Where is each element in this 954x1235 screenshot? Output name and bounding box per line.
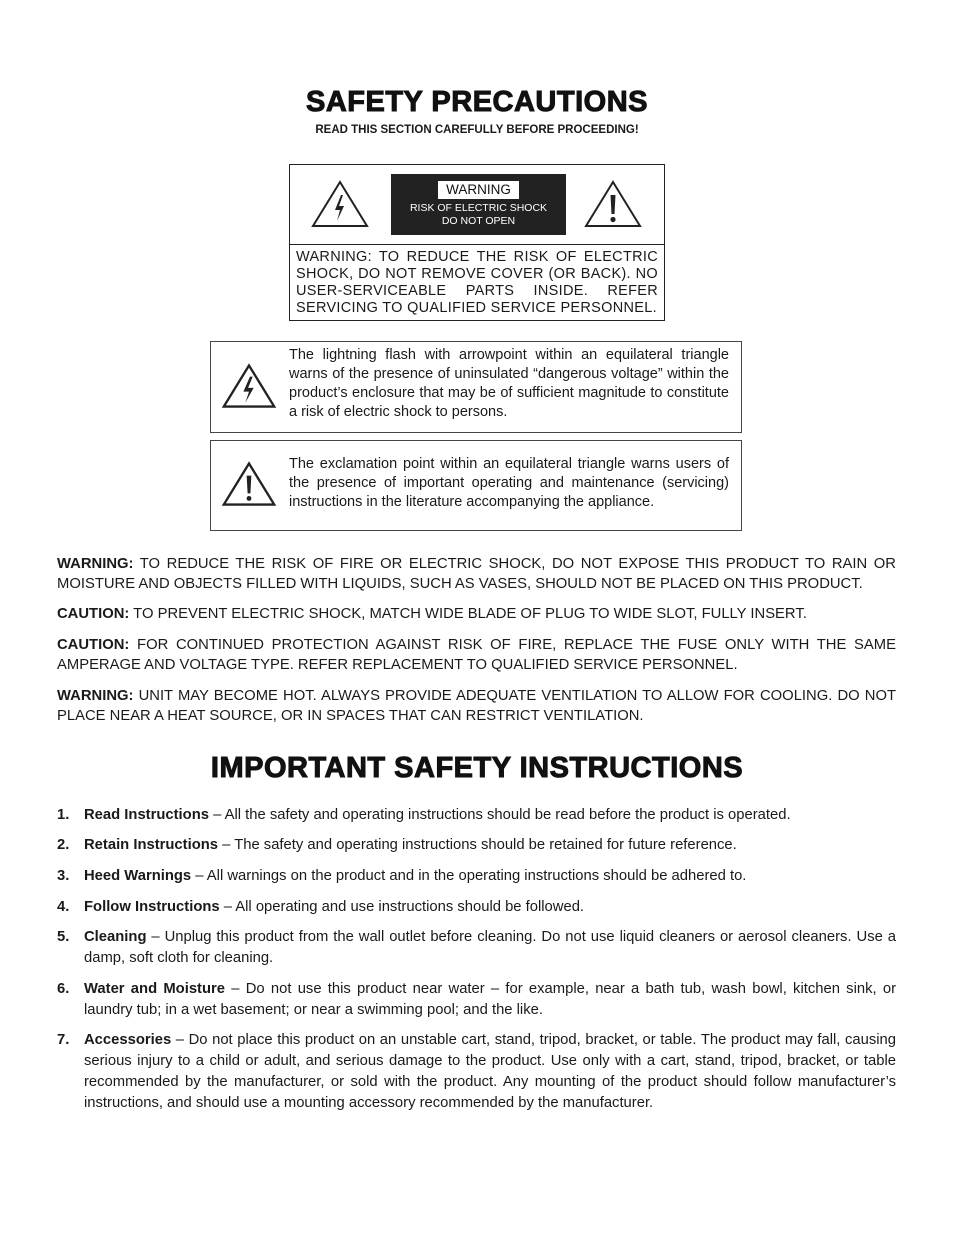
lightning-triangle-icon	[221, 362, 277, 410]
instructions-title: IMPORTANT SAFETY INSTRUCTIONS	[210, 752, 744, 784]
list-item	[57, 979, 896, 1021]
item-term: Cleaning	[84, 929, 147, 945]
notice-paragraph	[57, 635, 896, 675]
page-subtitle: READ THIS SECTION CAREFULLY BEFORE PROCEEDING!	[315, 124, 639, 136]
exclamation-triangle-icon	[583, 179, 643, 229]
lightning-explanation-box	[210, 341, 742, 433]
warning-panel-line1: RISK OF ELECTRIC SHOCK	[409, 202, 548, 214]
list-item	[57, 805, 896, 826]
item-term: Follow Instructions	[84, 899, 220, 915]
item-text: – All warnings on the product and in the operating instructions should be adhered to.	[191, 868, 747, 884]
divider	[290, 244, 664, 245]
notice-label: CAUTION:	[57, 606, 130, 622]
item-number: 3.	[57, 868, 70, 884]
item-term: Retain Instructions	[84, 837, 219, 853]
item-term: Read Instructions	[84, 807, 209, 823]
item-text: – The safety and operating instructions should be retained for future reference.	[218, 837, 737, 853]
lightning-triangle-icon	[310, 179, 370, 229]
list-item	[57, 897, 896, 918]
warning-panel-label: WARNING	[438, 181, 519, 199]
item-text: – Do not use this product near water – for example, near a bath tub, wash bowl, kitchen sink, or laundry tub; in a wet basement; or near a swimming pool; and the like.	[84, 981, 896, 1018]
notice-paragraph	[57, 686, 896, 726]
notice-label: CAUTION:	[57, 637, 130, 653]
item-term: Accessories	[84, 1032, 172, 1048]
item-term: Water and Moisture	[84, 981, 226, 997]
notice-text: FOR CONTINUED PROTECTION AGAINST RISK OF FIRE, REPLACE THE FUSE ONLY WITH THE SAME AMPERAGE AND VOLTAGE TYPE. REFER REPLACEMENT TO QUALIFIED SERVICE PERSONNEL.	[57, 637, 896, 673]
item-number: 2.	[57, 837, 70, 853]
list-item	[57, 1030, 896, 1114]
notice-paragraph	[57, 604, 896, 624]
page-title: SAFETY PRECAUTIONS	[305, 86, 648, 118]
warning-box-text: WARNING: TO REDUCE THE RISK OF ELECTRIC SHOCK, DO NOT REMOVE COVER (OR BACK). NO USER-SERVICEABLE PARTS INSIDE. REFER SERVICING TO QUALIFIED SERVICE PERSONNEL.	[296, 249, 658, 316]
warning-panel-line2: DO NOT OPEN	[441, 215, 516, 227]
notice-label: WARNING:	[57, 556, 134, 572]
item-number: 5.	[57, 929, 70, 945]
notice-text: TO REDUCE THE RISK OF FIRE OR ELECTRIC SHOCK, DO NOT EXPOSE THIS PRODUCT TO RAIN OR MOISTURE AND OBJECTS FILLED WITH LIQUIDS, SUCH AS VASES, SHOULD NOT BE PLACED ON THIS PRODUCT.	[57, 556, 896, 592]
list-item	[57, 927, 896, 969]
exclamation-explanation-box	[210, 440, 742, 531]
list-item	[57, 835, 896, 856]
list-item	[57, 866, 896, 887]
warning-label-box	[289, 164, 665, 321]
item-number: 7.	[57, 1032, 70, 1048]
item-number: 4.	[57, 899, 70, 915]
item-number: 1.	[57, 807, 70, 823]
item-term: Heed Warnings	[84, 868, 192, 884]
notice-text: TO PREVENT ELECTRIC SHOCK, MATCH WIDE BLADE OF PLUG TO WIDE SLOT, FULLY INSERT.	[129, 606, 807, 622]
item-text: – Do not place this product on an unstable cart, stand, tripod, bracket, or table. The product may fall, causing serious injury to a child or adult, and serious damage to the product. Use only with a cart, stand, tripod, bracket, or table recommended by the manufacturer, or sold with the product. Any mounting of the product should follow manufacturer’s instructions, and should use a mounting accessory recommended by the manufacturer.	[84, 1032, 896, 1111]
item-text: – Unplug this product from the wall outlet before cleaning. Do not use liquid cleaners or aerosol cleaners. Use a damp, soft cloth for cleaning.	[84, 929, 896, 966]
notice-paragraph	[57, 554, 896, 594]
notice-text: UNIT MAY BECOME HOT. ALWAYS PROVIDE ADEQUATE VENTILATION TO ALLOW FOR COOLING. DO NOT PLACE NEAR A HEAT SOURCE, OR IN SPACES THAT CAN RESTRICT VENTILATION.	[57, 688, 896, 724]
notice-label: WARNING:	[57, 688, 134, 704]
warning-panel	[391, 174, 566, 235]
item-number: 6.	[57, 981, 70, 997]
lightning-explanation-text: The lightning flash with arrowpoint within an equilateral triangle warns of the presence of uninsulated “dangerous voltage” within the product’s enclosure that may be of sufficient magnitude to constitute a risk of electric shock to persons.	[289, 347, 729, 420]
exclamation-explanation-text: The exclamation point within an equilateral triangle warns users of the presence of important operating and maintenance (servicing) instructions in the literature accompanying the appliance.	[289, 456, 729, 510]
item-text: – All the safety and operating instructions should be read before the product is operated.	[208, 807, 791, 823]
item-text: – All operating and use instructions should be followed.	[219, 899, 585, 915]
exclamation-triangle-icon	[221, 460, 277, 508]
